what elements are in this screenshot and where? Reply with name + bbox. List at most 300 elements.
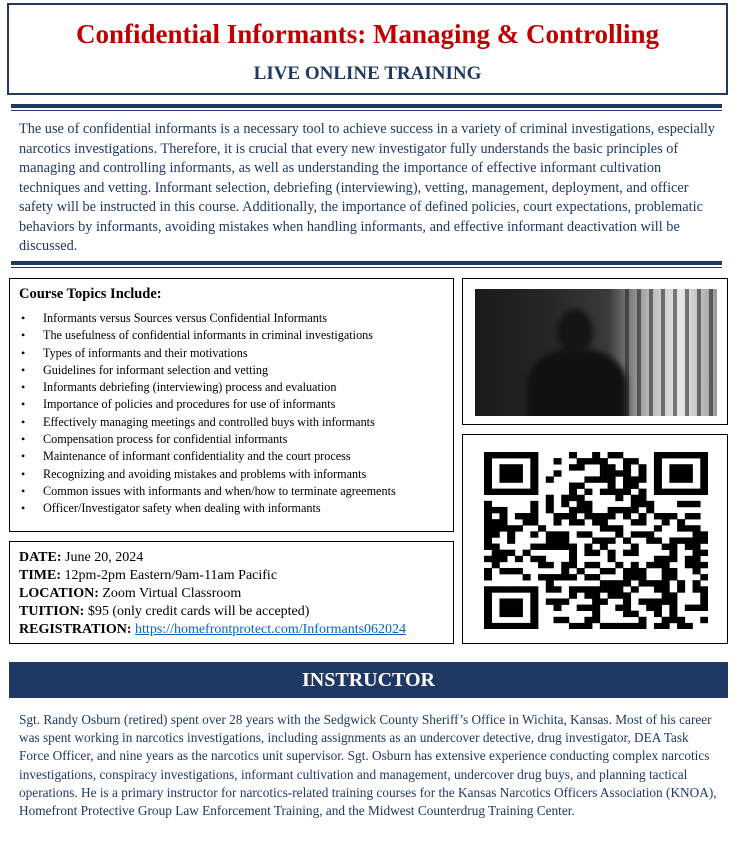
qr-module (592, 476, 600, 482)
registration-qr-code[interactable] (484, 452, 708, 629)
qr-module (677, 580, 685, 586)
qr-module (608, 586, 616, 592)
qr-module (499, 489, 507, 495)
qr-module (662, 586, 670, 592)
qr-module (662, 623, 670, 629)
qr-module (484, 592, 492, 598)
qr-module (569, 495, 577, 501)
registration-row (19, 621, 406, 639)
qr-module (677, 470, 685, 476)
qr-module (554, 598, 562, 604)
qr-module (523, 513, 531, 519)
qr-module (700, 550, 708, 556)
location-value: Zoom Virtual Classroom (102, 586, 242, 601)
qr-module (592, 605, 600, 611)
qr-module (492, 489, 500, 495)
date-row (19, 549, 143, 567)
qr-module (499, 586, 507, 592)
qr-module (654, 562, 662, 568)
qr-module (623, 483, 631, 489)
qr-module (669, 605, 677, 611)
qr-module (584, 513, 592, 519)
qr-module (515, 470, 523, 476)
registration-label: REGISTRATION: (19, 622, 132, 637)
qr-module (662, 580, 670, 586)
qr-module (538, 562, 546, 568)
qr-module (669, 470, 677, 476)
qr-module (584, 623, 592, 629)
qr-module (693, 562, 701, 568)
qr-module (554, 531, 562, 537)
qr-module (693, 489, 701, 495)
qr-module (492, 525, 500, 531)
qr-module (638, 623, 646, 629)
qr-module (569, 513, 577, 519)
qr-module (638, 531, 646, 537)
qr-module (592, 513, 600, 519)
qr-module (631, 574, 639, 580)
qr-module (693, 550, 701, 556)
list-item: • The usefulness of confidential informants in criminal investigations (10, 327, 396, 344)
qr-module (530, 476, 538, 482)
qr-module (623, 550, 631, 556)
qr-module (492, 623, 500, 629)
page-subtitle: LIVE ONLINE TRAINING (253, 63, 482, 84)
qr-module (654, 556, 662, 562)
qr-module (499, 556, 507, 562)
qr-module (631, 544, 639, 550)
qr-module (600, 568, 608, 574)
qr-module (685, 513, 693, 519)
qr-module (677, 586, 685, 592)
topics-heading: Course Topics Include: (19, 286, 162, 302)
qr-module (584, 605, 592, 611)
qr-module (700, 537, 708, 543)
location-row (19, 585, 241, 603)
qr-module (615, 507, 623, 513)
qr-module (507, 586, 515, 592)
qr-module (484, 483, 492, 489)
qr-module (669, 598, 677, 604)
qr-module (561, 544, 569, 550)
qr-module (646, 605, 654, 611)
qr-module (646, 531, 654, 537)
list-item: • Common issues with informants and when/how to terminate agreements (10, 483, 396, 500)
qr-module (623, 489, 631, 495)
qr-module (693, 568, 701, 574)
qr-module (631, 611, 639, 617)
location-label: LOCATION: (19, 586, 99, 601)
qr-module (669, 537, 677, 543)
list-item: • Importance of policies and procedures for use of informants (10, 396, 396, 413)
qr-module (546, 501, 554, 507)
qr-module (638, 464, 646, 470)
qr-module (523, 519, 531, 525)
qr-module (662, 519, 670, 525)
qr-module (530, 519, 538, 525)
qr-module (685, 605, 693, 611)
qr-module (554, 574, 562, 580)
qr-module (592, 574, 600, 580)
qr-module (669, 476, 677, 482)
qr-module (484, 617, 492, 623)
qr-module (600, 598, 608, 604)
qr-module (530, 611, 538, 617)
qr-module (584, 501, 592, 507)
qr-module (499, 470, 507, 476)
list-item: • Compensation process for confidential informants (10, 431, 396, 448)
qr-module (615, 580, 623, 586)
qr-module (584, 476, 592, 482)
qr-module (561, 568, 569, 574)
qr-module (600, 544, 608, 550)
qr-module (638, 495, 646, 501)
qr-module (631, 495, 639, 501)
qr-module (638, 617, 646, 623)
qr-module (499, 623, 507, 629)
qr-module (592, 550, 600, 556)
qr-module (592, 537, 600, 543)
qr-module (554, 617, 562, 623)
qr-module (608, 580, 616, 586)
qr-module (492, 519, 500, 525)
qr-module (584, 550, 592, 556)
qr-module (530, 592, 538, 598)
qr-module (523, 623, 531, 629)
qr-module (530, 513, 538, 519)
qr-module (654, 458, 662, 464)
qr-module (615, 495, 623, 501)
qr-module (577, 531, 585, 537)
qr-module (685, 623, 693, 629)
qr-module (685, 476, 693, 482)
qr-module (592, 592, 600, 598)
qr-module (569, 550, 577, 556)
qr-module (631, 562, 639, 568)
qr-module (623, 464, 631, 470)
qr-module (507, 464, 515, 470)
qr-module (623, 476, 631, 482)
qr-module (538, 544, 546, 550)
qr-module (530, 458, 538, 464)
qr-module (638, 489, 646, 495)
qr-module (615, 452, 623, 458)
qr-module (515, 525, 523, 531)
qr-module (677, 489, 685, 495)
qr-module (592, 519, 600, 525)
qr-module (507, 476, 515, 482)
qr-module (515, 568, 523, 574)
qr-module (677, 501, 685, 507)
qr-module (700, 464, 708, 470)
qr-module (654, 452, 662, 458)
qr-module (515, 586, 523, 592)
qr-module (577, 586, 585, 592)
list-item: • Types of informants and their motivations (10, 345, 396, 362)
list-item: • Effectively managing meetings and controlled buys with informants (10, 414, 396, 431)
qr-module (669, 544, 677, 550)
qr-module (546, 562, 554, 568)
qr-module (700, 605, 708, 611)
qr-module (700, 470, 708, 476)
qr-module (546, 537, 554, 543)
qr-module (638, 580, 646, 586)
qr-module (499, 525, 507, 531)
qr-module (507, 489, 515, 495)
qr-module (662, 592, 670, 598)
qr-module (554, 537, 562, 543)
qr-module (515, 598, 523, 604)
qr-module (669, 489, 677, 495)
qr-module (484, 519, 492, 525)
qr-module (530, 598, 538, 604)
qr-module (577, 495, 585, 501)
qr-module (515, 556, 523, 562)
qr-module (600, 470, 608, 476)
qr-module (546, 531, 554, 537)
qr-module (484, 452, 492, 458)
qr-module (538, 525, 546, 531)
qr-module (530, 464, 538, 470)
qr-module (654, 586, 662, 592)
qr-module (693, 586, 701, 592)
qr-module (600, 458, 608, 464)
qr-module (623, 458, 631, 464)
qr-module (546, 507, 554, 513)
list-item: • Recognizing and avoiding mistakes and problems with informants (10, 466, 396, 483)
qr-module (623, 592, 631, 598)
instructor-bio: Sgt. Randy Osburn (retired) spent over 28 years with the Sedgwick County Sheriff’s Office in Wichita, Kansas. Most of his career was spent working in narcotics investigations, including assignments as an undercover detective, drug investigator, DEA Task Force Officer, and nine years as the narcotics unit supervisor. Sgt. Osburn has extensive experience conducting complex narcotics investigations, conspiracy investigations, informant cultivation and management, undercover drug buys, and planning tactical operations. He is a primary instructor for narcotics-related training courses for the Kansas Narcotics Officers Association (KNOA), Homefront Protective Group Law Enforcement Training, and the Midwest Counterdrug Training Center. (19, 712, 717, 819)
qr-module (569, 464, 577, 470)
qr-module (669, 513, 677, 519)
qr-module (546, 580, 554, 586)
qr-module (700, 592, 708, 598)
qr-module (623, 574, 631, 580)
date-label: DATE: (19, 550, 62, 565)
qr-module (515, 605, 523, 611)
qr-module (700, 489, 708, 495)
registration-link[interactable]: https://homefrontprotect.com/Informants062024 (135, 622, 407, 637)
qr-module (669, 550, 677, 556)
qr-module (600, 513, 608, 519)
qr-module (484, 586, 492, 592)
qr-module (685, 537, 693, 543)
qr-module (631, 531, 639, 537)
qr-module (646, 562, 654, 568)
qr-module (569, 544, 577, 550)
qr-module (561, 537, 569, 543)
qr-module (584, 586, 592, 592)
intro-paragraph: The use of confidential informants is a necessary tool to achieve success in a variety of criminal investigations, especially narcotics investigations. Therefore, it is crucial that every new investigator fully understands the basic principles of managing and controlling informants, as well as understanding the importance of effective informant cultivation techniques and vetting. Informant selection, debriefing (interviewing), vetting, management, deployment, and officer safety will be instructed in this course. Additionally, the importance of defined policies, court expectations, problematic behaviors by informants, avoiding mistakes when handling informants, and effective informant deactivation will be discussed. (19, 121, 715, 254)
qr-module (654, 525, 662, 531)
qr-module (677, 525, 685, 531)
qr-module (569, 562, 577, 568)
qr-module (654, 470, 662, 476)
qr-module (615, 586, 623, 592)
qr-module (484, 507, 492, 513)
qr-module (577, 507, 585, 513)
qr-module (507, 537, 515, 543)
qr-module (584, 574, 592, 580)
qr-module (569, 519, 577, 525)
qr-module (600, 519, 608, 525)
qr-module (484, 598, 492, 604)
qr-module (631, 501, 639, 507)
qr-module (662, 489, 670, 495)
qr-module (700, 617, 708, 623)
page-title: Confidential Informants: Managing & Controlling (75, 19, 660, 49)
photo-frame (462, 278, 728, 425)
qr-module (484, 544, 492, 550)
qr-module (507, 623, 515, 629)
qr-module (600, 476, 608, 482)
qr-module (700, 598, 708, 604)
qr-module (700, 574, 708, 580)
qr-module (631, 568, 639, 574)
qr-module (638, 568, 646, 574)
qr-module (492, 562, 500, 568)
qr-module (530, 605, 538, 611)
qr-module (623, 598, 631, 604)
qr-module (561, 598, 569, 604)
qr-module (554, 586, 562, 592)
qr-module (685, 562, 693, 568)
qr-module (623, 568, 631, 574)
qr-module (561, 501, 569, 507)
qr-module (662, 562, 670, 568)
qr-module (662, 544, 670, 550)
qr-module (685, 470, 693, 476)
qr-module (530, 556, 538, 562)
qr-module (623, 470, 631, 476)
qr-module (492, 586, 500, 592)
qr-module (615, 605, 623, 611)
qr-module (662, 574, 670, 580)
qr-module (608, 489, 616, 495)
qr-module (484, 611, 492, 617)
qr-module (592, 611, 600, 617)
qr-module (654, 513, 662, 519)
qr-module (677, 452, 685, 458)
qr-module (669, 464, 677, 470)
qr-module (654, 476, 662, 482)
qr-module (484, 531, 492, 537)
qr-module (577, 458, 585, 464)
list-item: • Officer/Investigator safety when dealing with informants (10, 500, 396, 517)
qr-module (484, 470, 492, 476)
qr-module (615, 562, 623, 568)
qr-module (584, 562, 592, 568)
qr-module (484, 458, 492, 464)
qr-module (515, 611, 523, 617)
list-item: • Informants debriefing (interviewing) process and evaluation (10, 379, 396, 396)
qr-module (615, 623, 623, 629)
qr-module (669, 556, 677, 562)
qr-module (592, 586, 600, 592)
qr-module (600, 525, 608, 531)
qr-module (693, 544, 701, 550)
qr-module (608, 513, 616, 519)
qr-module (499, 513, 507, 519)
qr-module (507, 568, 515, 574)
qr-module (608, 452, 616, 458)
qr-module (615, 525, 623, 531)
qr-module (700, 458, 708, 464)
qr-module (546, 476, 554, 482)
qr-module (530, 544, 538, 550)
qr-module (608, 483, 616, 489)
qr-module (631, 586, 639, 592)
qr-module (507, 605, 515, 611)
qr-module (677, 464, 685, 470)
qr-module (507, 611, 515, 617)
qr-module (499, 550, 507, 556)
qr-module (631, 550, 639, 556)
qr-module (584, 592, 592, 598)
qr-module (623, 507, 631, 513)
qr-module (608, 525, 616, 531)
blurred-silhouette-photo (475, 289, 717, 416)
qr-module (685, 544, 693, 550)
qr-module (484, 605, 492, 611)
qr-module (499, 605, 507, 611)
date-value: June 20, 2024 (65, 550, 144, 565)
time-label: TIME: (19, 568, 61, 583)
qr-module (561, 513, 569, 519)
qr-module (669, 452, 677, 458)
qr-module (654, 489, 662, 495)
qr-module (654, 580, 662, 586)
qr-module (669, 592, 677, 598)
qr-module (577, 568, 585, 574)
qr-module (577, 623, 585, 629)
qr-module (577, 501, 585, 507)
qr-module (584, 507, 592, 513)
qr-module (507, 470, 515, 476)
qr-module (584, 489, 592, 495)
qr-module (515, 513, 523, 519)
qr-module (577, 483, 585, 489)
qr-module (530, 623, 538, 629)
qr-module (507, 525, 515, 531)
qr-module (654, 598, 662, 604)
qr-module (523, 489, 531, 495)
qr-module (615, 470, 623, 476)
qr-module (700, 483, 708, 489)
qr-module (523, 586, 531, 592)
qr-module (569, 574, 577, 580)
qr-module (484, 525, 492, 531)
qr-module (484, 501, 492, 507)
qr-module (638, 598, 646, 604)
qr-module (638, 519, 646, 525)
qr-module (499, 598, 507, 604)
qr-module (631, 458, 639, 464)
qr-module (615, 531, 623, 537)
qr-module (530, 489, 538, 495)
qr-module (530, 452, 538, 458)
qr-module (484, 568, 492, 574)
qr-module (600, 623, 608, 629)
qr-module (623, 537, 631, 543)
qr-module (654, 605, 662, 611)
qr-module (662, 617, 670, 623)
qr-module (523, 452, 531, 458)
qr-module (693, 605, 701, 611)
topics-list (10, 310, 396, 518)
qr-module (608, 464, 616, 470)
qr-module (515, 476, 523, 482)
